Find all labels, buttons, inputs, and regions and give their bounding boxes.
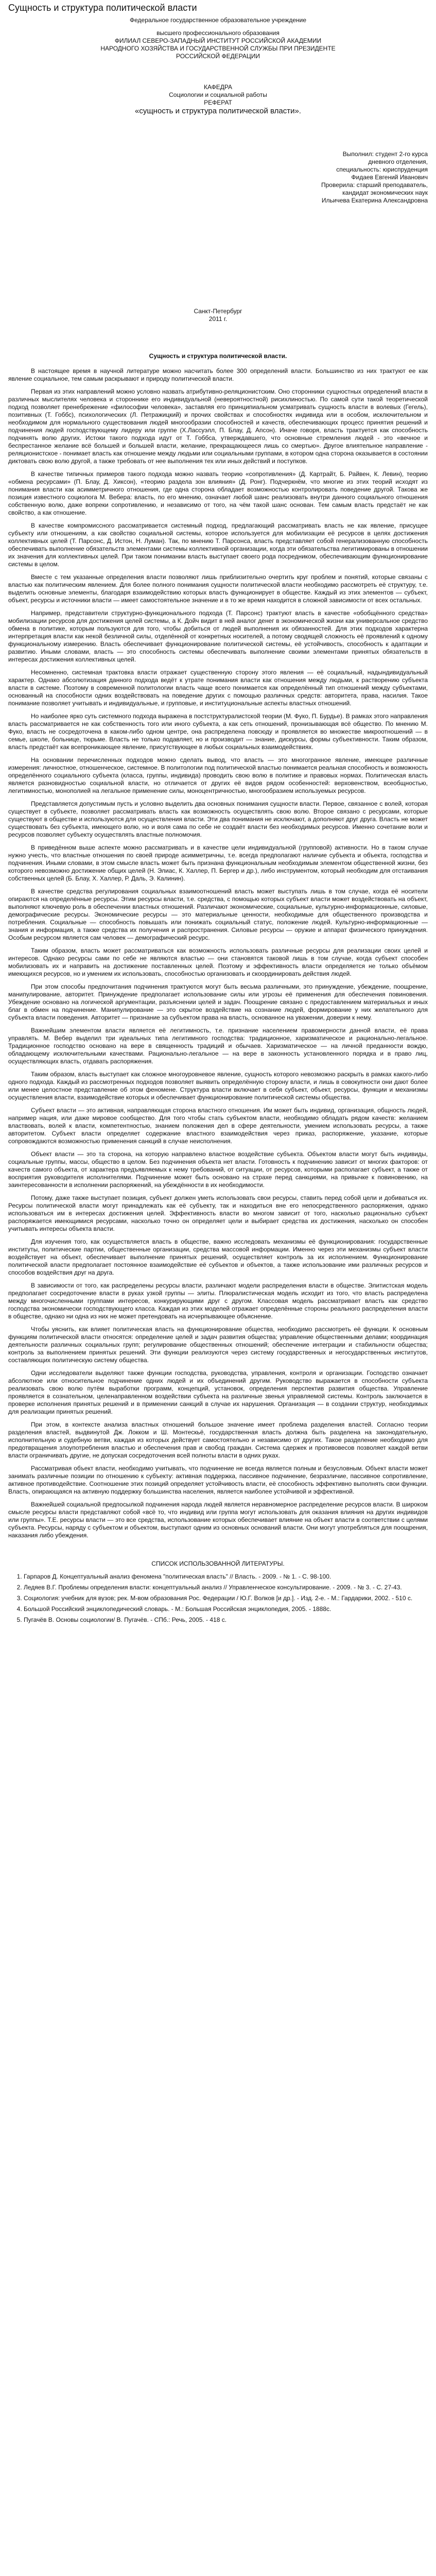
references-list	[8, 1573, 428, 1624]
paragraph: Объект власти — это та сторона, на которую направлено властное воздействие субъекта. Объектом власти могут быть индивиды, социальные группы, массы, общество в целом. Без подчинения объекта нет власти. Готовность к подчинению зависит от многих факторов: от качеств самого объекта, от характера предъявляемых к нему требований, от ситуации, от ресурсов, которыми располагает субъект, а также от восприятия руководителя исполнителями. Подчинение может быть основано на страхе перед санкциями, на привычке к повиновению, на заинтересованности в исполнении распоряжений, на убеждённости в их необходимости.	[8, 1150, 428, 1189]
year-label: 2011 г.	[208, 315, 228, 323]
paragraph: Субъект власти — это активная, направляющая сторона властного отношения. Им может быть индивид, организация, общность людей, например нация, или даже мировое сообщество. Для того чтобы стать субъектом власти, необходимо обладать рядом качеств: желанием властвовать, волей к власти, компетентностью, знанием положения дел в сфере деятельности, умением использовать ресурсы, а также авторитетом. Субъект власти определяет содержание властного взаимодействия через приказ, распоряжение, указание, которые сопровождаются возможностью применения санкций в случае неисполнения.	[8, 1107, 428, 1145]
paragraph: Одни исследователи выделяют также функции господства, руководства, управления, контроля и организации. Господство означает абсолютное или относительное подчинение одних людей и их объединений другим. Руководство выражается в способности субъекта реализовать свою волю путём выработки программ, концепций, установок, определения перспектив развития общества. Управление проявляется в сознательном, целенаправленном воздействии субъекта на различные звенья управляемой системы. Контроль заключается в проверке исполнения принятых решений и в применении санкций в случае их нарушения. Организация — в создании структур, необходимых для реализации принятых решений.	[8, 1369, 428, 1415]
references-section	[8, 1560, 428, 1624]
paragraph: В качестве типичных примеров такого подхода можно назвать теорию «сопротивления» (Д. Картрайт, Б. Райвен, К. Левин), теорию «обмена ресурсами» (П. Блау, Д. Хиксон), «теорию раздела зон влияния» (Д. Ронг). Подчеркнём, что многие из этих теорий исходят из понимания власти как асимметричного отношения, где одна сторона обладает возможностью контролировать поведение другой. Такова же позиция известного социолога М. Вебера: власть, по его мнению, означает любой шанс реализовать внутри данного социального отношения собственную волю, даже вопреки сопротивлению, и независимо от того, на чём такой шанс основан. Тем самым власть предстаёт не как свойство, а как отношение.	[8, 470, 428, 516]
institution-line: высшего профессионального образования	[156, 29, 280, 37]
paragraph: В качестве компромиссного рассматривается системный подход, предлагающий рассматривать власть не как явление, присущее субъекту или отношениям, а как свойство социальной системы, которое используется для мобилизации её ресурсов в целях достижения коллективных целей (Т. Парсонс, Д. Истон, Н. Луман). Так, по мнению Т. Парсонса, власть представляет собой генерализованную способность обеспечивать выполнение обязательств элементами системы коллективной организации, когда эти обязательства легитимированы в отношении их значения для коллективных целей. При таком понимании власть выступает своего рода посредником, обеспечивающим функционирование системы в целом.	[8, 522, 428, 568]
paragraph: Таким образом, власть выступает как сложное многоуровневое явление, сущность которого невозможно раскрыть в рамках какого-либо одного подхода. Каждый из рассмотренных подходов позволяет выявить определённую сторону власти, и лишь в совокупности они дают более или менее целостное представление об этом феномене. Структура власти включает в себя субъект, объект, ресурсы, функции и механизмы осуществления власти, взаимодействие которых и обеспечивает функционирование политической системы общества.	[8, 1071, 428, 1101]
title-page	[8, 16, 428, 346]
reference-item: 2. Ледяев В.Г. Проблемы определения власти: концептуальный анализ // Управленческое консультирование. - 2009. - № 3. - С. 27-43.	[24, 1584, 428, 1591]
author-line: дневного отделения,	[368, 158, 428, 165]
author-name: Фидаев Евгений Иванович	[351, 174, 428, 181]
paragraph: Рассматривая объект власти, необходимо учитывать, что подчинение не всегда является полным и безусловным. Объект власти может занимать различные позиции по отношению к субъекту: активная поддержка, пассивное подчинение, безразличие, пассивное сопротивление, активное противодействие. Соотношение этих позиций определяет устойчивость власти, её способность эффективно выполнять свои функции. Власть, опирающаяся на активную поддержку большинства населения, является наиболее устойчивой и эффективной.	[8, 1465, 428, 1495]
paragraph: Представляется допустимым пусть и условно выделить два основных понимания сущности власти. Первое, связанное с волей, которая существует в субъекте, позволяет рассматривать власть как возможность осуществлять свою волю. Второе связано с ресурсами, которые существуют в обществе и используются для осуществления власти. Эти два понимания не исключают, а дополняют друг друга. Власть не может существовать без субъекта, имеющего волю, но и воля сама по себе не создаёт власти без необходимых ресурсов. Именно сочетание воли и ресурсов позволяет субъекту осуществлять властные полномочия.	[8, 800, 428, 838]
paragraph: Первая из этих направлений можно условно назвать атрибутивно-реляционистским. Оно сторонники сущностных определений власти в различных мыслителях человека и стороннике его индивидуальной (невероятностной) рисихлиностью. По самой сути такой теоретической подход позволяет пренебрежение «философии человека», заставляя его принципиальном усматривать сущность власти в волевых (Гегель), позитивных (Т. Гоббс), психологических (Л. Петражицкий) и прочих свойствах и способностях индивида или в особом, исключительном и необходимом для нормального существования людей многообразии способностей и качеств, обеспечивающих процесс принятия решений и подчинения людей господствующему лидеру или группе (Х.Лассуэлл, П. Блау, Д. Апсон). Иначе говоря, власть трактуется как способность подчинять волю других. Истоки такого подхода идут от Т. Гоббса, утверждавшего, что основные стремления людей - это «вечное и беспрестанное желание всё большей и большей власти, желание, прекращающееся лишь со смертью». Другое влиятельное направление - реляционистское - понимает власть как отношение между людьми или социальными группами, в котором одна сторона оказывается в состоянии диктовать свою волю другой, а также требовать от нее выполнения тех или иных действий и поступков.	[8, 388, 428, 465]
document-title: Сущность и структура политической власти	[8, 3, 197, 13]
department-label: КАФЕДРА	[203, 83, 233, 91]
paragraph: В настоящее время в научной литературе можно насчитать более 300 определений власти. Большинство из них трактуют ее как явление социальное, тем самым раскрывают и природу политической власти.	[8, 367, 428, 382]
paragraph: Для изучения того, как осуществляется власть в обществе, важно исследовать механизмы её функционирования: государственные институты, политические партии, общественные организации, средства массовой информации. Именно через эти механизмы субъект власти воздействует на объект, обеспечивает выполнение принятых решений, осуществляет контроль за их исполнением. Функционирование политической власти предполагает постоянное взаимодействие её субъектов и объектов, а также использование ими различных ресурсов и способов воздействия друг на друга.	[8, 1238, 428, 1276]
city-label: Санкт-Петербург	[194, 308, 242, 315]
paragraph: Важнейшей социальной предпосылкой подчинения народа людей является неравномерное распределение ресурсов власти. В широком смысле ресурсы власти представляют собой «всё то, что индивид или группа могут использовать для оказания влияния на других индивидов или группы». Т.Е. ресурсы власти — это все средства, использование которых обеспечивает влияние на объект власти в соответствии с целями субъекта. Ресурсы, наряду с субъектом и объектом, выступают одним из основных оснований власти. Они могут употребляться для поощрения, наказания либо убеждения.	[8, 1501, 428, 1539]
institution-line: Федеральное государственное образовательное учреждение	[129, 16, 307, 24]
reference-item: 3. Социология: учебник для вузов; рек. М-вом образования Рос. Федерации / Ю.Г. Волков [и др.]. - Изд. 2-е. - М.: Гардарики, 2002. - 510 с.	[24, 1595, 428, 1602]
paragraph: Но наиболее ярко суть системного подхода выражена в постструктуралистской теории (М. Фуко, П. Бурдье). В рамках этого направления власть рассматривается не как собственность того или иного субъекта, а как сеть отношений, пронизывающая всё общество. По мнению М. Фуко, власть не сосредоточена в каком-либо одном центре, она распределена повсюду и проявляется во множестве микроотношений — в семье, школе, больнице, тюрьме. Власть не только подавляет, но и производит — знание, дискурсы, формы субъективности. Таким образом, власть предстаёт как всепроникающее явление, присутствующее в любых социальных взаимодействиях.	[8, 713, 428, 751]
paragraph: При этом, в контексте анализа властных отношений большое значение имеет проблема разделения властей. Согласно теории разделения властей, выдвинутой Дж. Локком и Ш. Монтескьё, государственная власть должна быть разделена на законодательную, исполнительную и судебную ветви, каждая из которых действует самостоятельно и независимо от других. Такое разделение необходимо для предотвращения злоупотребления властью и обеспечения прав и свобод граждан. Система сдержек и противовесов позволяет каждой ветви власти ограничивать другие, не допуская сосредоточения всей полноты власти в одних руках.	[8, 1421, 428, 1459]
reference-item: 4. Большой Российский энциклопедический словарь. - М.: Большая Российская энциклопедия, 2005. - 1888с.	[24, 1605, 428, 1613]
reviewer-line: кандидат экономических наук	[342, 189, 428, 196]
paragraph: В качестве средства регулирования социальных взаимоотношений власть может выступать лишь в том случае, когда её носители опираются на определённые ресурсы. Этим ресурсы власти, т.е. средства, с помощью которых субъект власти может воздействовать на объект, выполняют ключевую роль в обеспечении властных отношений. Различают экономические, социальные, культурно-информационные, силовые, демографические ресурсы. Экономические ресурсы — это материальные ценности, необходимые для общественного производства и потребления. Социальные — способность повышать или понижать социальный статус, положение людей. Культурно-информационные — знания и информация, а также средства их получения и распространения. Силовые ресурсы — оружие и аппарат физического принуждения. Особым ресурсом является сам человек — демографический ресурс.	[8, 888, 428, 941]
work-title: «сущность и структура политической власти».	[135, 107, 301, 115]
reference-item: 5. Пугачёв В. Основы социологии/ В. Пугачёв. - СПб.: Речь, 2005. - 418 с.	[24, 1616, 428, 1624]
essay-heading: Сущность и структура политической власти.	[149, 352, 287, 360]
institution-line: НАРОДНОГО ХОЗЯЙСТВА И ГОСУДАРСТВЕННОЙ СЛУЖБЫ ПРИ ПРЕЗИДЕНТЕ	[100, 45, 336, 52]
paragraph: На основании перечисленных подходов можно сделать вывод, что власть — это многогранное явление, имеющее различные измерения: личностное, отношенческое, системное. В политологии под политической властью понимается реальная способность и возможность определённого социального субъекта (класса, группы, индивида) проводить свою волю в политике и правовых нормах. Политическая власть является разновидностью социальной власти, но отличается от других её видов рядом особенностей: верховенством, всеобщностью, легитимностью, монополией на легальное применение силы, моноцентричностью, многообразием используемых ресурсов.	[8, 756, 428, 794]
discipline-label: Социологии и социальной работы	[169, 91, 267, 98]
reviewer-line: Проверила: старший преподаватель,	[321, 181, 428, 189]
paragraph: В зависимости от того, как распределены ресурсы власти, различают модели распределения власти в обществе. Элитистская модель предполагает сосредоточение власти в руках узкой группы — элиты. Плюралистическая модель исходит из того, что власть распределена между многочисленными группами интересов, конкурирующими друг с другом. Классовая модель рассматривает власть как средство господства экономически господствующего класса. Каждая из этих моделей отражает определённые стороны реального распределения власти в обществе, однако ни одна из них не может претендовать на исчерпывающее объяснение.	[8, 1282, 428, 1320]
reviewer-name: Ильичева Екатерина Александровна	[321, 197, 428, 204]
paragraph: При этом способы предпочитания подчинения трактуются могут быть весьма различными, это принуждение, убеждение, поощрение, манипулирование, авторитет. Принуждение предполагает использование силы или угрозы её применения для обеспечения повиновения. Убеждение основано на логической аргументации, разъяснении целей и задач. Поощрение связано с предоставлением материальных и иных благ в обмен на подчинение. Манипулирование — это скрытое воздействие на сознание людей, формирование у них желательного для субъекта власти поведения. Авторитет — признание за субъектом права на власть, основанное на уважении, доверии к нему.	[8, 983, 428, 1021]
institution-line: РОССИЙСКОЙ ФЕДЕРАЦИИ	[176, 53, 260, 60]
paragraph: Таким образом, власть может рассматриваться как возможность использовать различные ресурсы для реализации своих целей и интересов. Однако ресурсы сами по себе не являются властью — они становятся таковой лишь в том случае, когда субъект способен мобилизовать их и направить на достижение поставленных целей. Поэтому и эффективность власти определяется не только объёмом имеющихся ресурсов, но и умением их использовать, способностью организовать и скоординировать действия людей.	[8, 947, 428, 977]
paragraph: В приведённом выше аспекте можно рассматривать и в качестве цели индивидуальной (групповой) активности. Но в таком случае нужно учесть, что властные отношения по своей природе асимметричны, т.е. всегда предполагают наличие субъекта и объекта, господства и подчинения. Иными словами, в этом смысле власть может быть признана функциональным необходимым элементом общественной жизни, без которого невозможно достижение общих целей (Н. Элиас, К. Халлер, П. Бергер и др.), либо инструментом, который необходим для отстаивания собственных целей (Б. Блау, Х. Халлер, Р. Даль, Э. Калинин).	[8, 844, 428, 882]
reference-item: 1. Гарпаров Д. Концептуальный анализ феномена "политическая власть" // Власть. - 2009. - № 1. - С. 98-100.	[24, 1573, 428, 1581]
work-type-label: РЕФЕРАТ	[204, 99, 232, 106]
author-line: Выполнил: студент 2-го курса	[342, 150, 428, 158]
paragraph: Чтобы уяснить, как влияет политическая власть на функционирование общества, необходимо рассмотреть её функции. К основным функциям политической власти относятся: определение целей и задач развития общества; управление общественными делами; координация деятельности различных социальных групп; регулирование общественных отношений; обеспечение интеграции и стабильности общества; контроль за выполнением принятых решений. Эти функции реализуются через систему государственных и негосударственных институтов, составляющих политическую систему общества.	[8, 1326, 428, 1364]
paragraph: Несомненно, системная трактовка власти отражает существенную сторону этого явления — её социальный, надындивидуальный характер. Однако абсолютизация данного подхода ведёт к утрате понимания власти как отношения между людьми, к растворению субъекта власти в системе. Поэтому в современной политологии власть чаще всего понимается как определённый тип отношений между субъектами, основанный на способности одних воздействовать на поведение других с помощью различных средств: авторитета, права, насилия. Такое понимание позволяет учитывать и индивидуальные, и групповые, и институциональные аспекты властных отношений.	[8, 669, 428, 707]
paragraph: Потому, даже также выступает позиция, субъект должен уметь использовать свои ресурсы, ставить перед собой цели и добиваться их. Ресурсы политической власти могут принадлежать как её субъекту, так и находиться вне его непосредственного распоряжения, однако использоваться им в интересах достижения целей. Эффективность власти во многом зависит от того, насколько рационально субъект распоряжается имеющимися ресурсами, насколько точно он определяет цели и выбирает средства их достижения, насколько он способен учитывать интересы объекта власти.	[8, 1194, 428, 1232]
essay-body	[8, 352, 428, 1539]
paragraph: Например, представители структурно-функционального подхода (Т. Парсонс) трактуют власть в качестве «обобщённого средства» мобилизации ресурсов для достижения целей системы, а К. Дойч видит в ней аналог денег в экономической жизни как универсальное средство обмена в политике, которым пользуются для того, чтобы добиться от людей выполнения их обязанностей. Для этих подходов характерна интерпретация власти как некой безличной силы, отделённой от конкретных носителей, а потому сводящей сложность её проявлений к одному функциональному измерению. Власть обеспечивает функционирование политической системы, её устойчивость, способность к адаптации и развитию. Иными словами, власть — это способность системы обеспечивать выполнение своими элементами принятых обязательств в интересах достижения коллективных целей.	[8, 609, 428, 663]
paragraph: Вместе с тем указанные определения власти позволяют лишь приблизительно очертить круг проблем и понятий, которые связаны с властью как политическим явлением. Для более полного понимания сущности политической власти необходимо рассмотреть её структуру, т.е. выделить основные элементы, благодаря взаимодействию которых власть функционирует в обществе. Каждый из этих элементов — субъект, объект, ресурсы и источники власти — имеет самостоятельное значение и в то же время находится в сложной зависимости от всех остальных.	[8, 573, 428, 604]
references-heading: СПИСОК ИСПОЛЬЗОВАННОЙ ЛИТЕРАТУРЫ.	[151, 1560, 285, 1567]
author-line: специальность: юриспруденция	[336, 166, 428, 173]
institution-line: ФИЛИАЛ СЕВЕРО-ЗАПАДНЫЙ ИНСТИТУТ РОССИЙСКОЙ АКАДЕМИИ	[114, 37, 322, 44]
paragraph: Важнейшим элементом власти является её легитимность, т.е. признание населением правомерности данной власти, её права управлять. М. Вебер выделил три идеальных типа легитимного господства: традиционное, харизматическое и рационально-легальное. Традиционное господство основано на вере в священность традиций и обычаев. Харизматическое — на личной преданности вождю, обладающему исключительными качествами. Рационально-легальное — на вере в законность установленного порядка и в право лиц, осуществляющих власть, отдавать распоряжения.	[8, 1027, 428, 1065]
